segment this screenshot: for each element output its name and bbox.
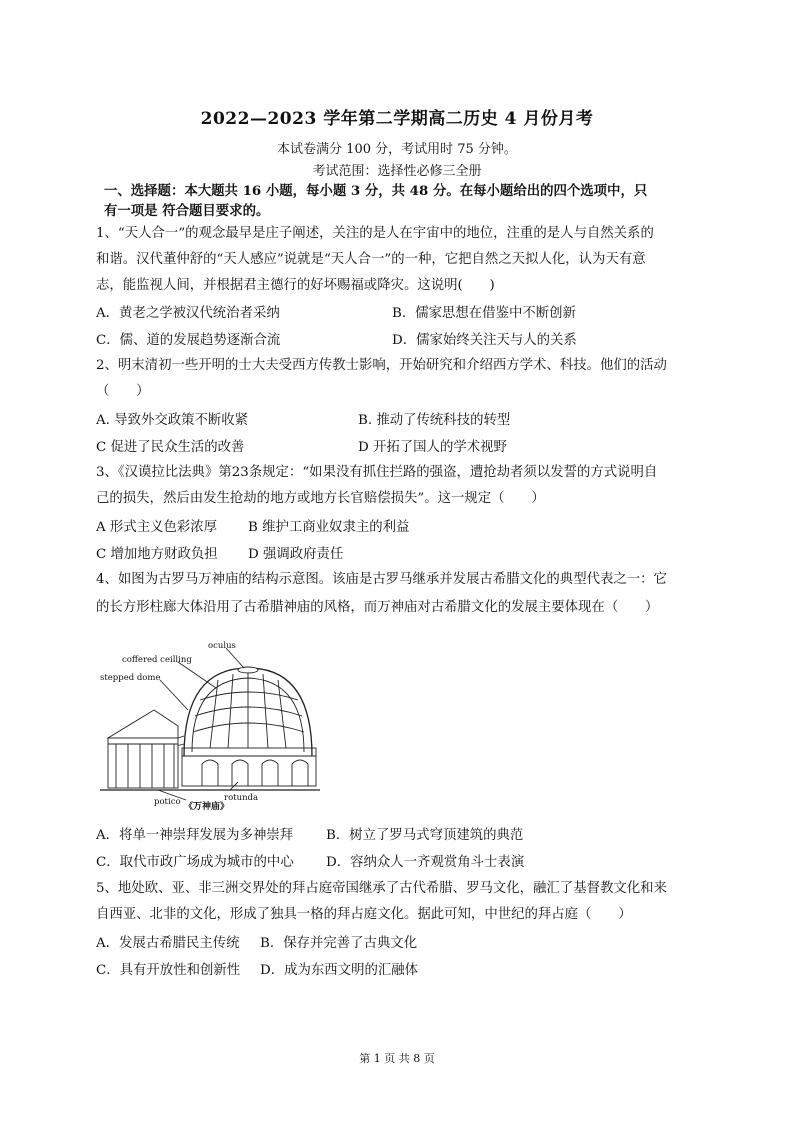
question-4-option-a: A．将单一神崇拜发展为多神崇拜 xyxy=(96,828,294,843)
exam-title: 2022—2023 学年第二学期高二历史 4 月份月考 xyxy=(200,109,594,129)
figure-label-rotunda: rotunda xyxy=(224,793,259,803)
figure-label-stepped-dome: stepped dome xyxy=(100,673,161,683)
exam-info-score-time: 本试卷满分 100 分，考试用时 75 分钟。 xyxy=(277,142,517,157)
question-3-line-1: 3、《汉谟拉比法典》第23条规定：“如果没有抓住拦路的强盗，遭抢劫者须以发誓的方式说明自 xyxy=(96,465,658,480)
question-4-line-1: 4、如图为古罗马万神庙的结构示意图。该庙是古罗马继承并发展古希腊文化的典型代表之一：它 xyxy=(96,572,667,587)
question-2-option-a: A. 导致外交政策不断收紧 xyxy=(96,413,249,428)
question-4-option-d: D．容纳众人一齐观赏角斗士表演 xyxy=(326,855,525,870)
figure-label-coffered-ceiling: coffered ceilling xyxy=(122,655,192,665)
question-5-option-b: B．保存并完善了古典文化 xyxy=(260,936,418,951)
question-5-option-a: A．发展古希腊民主传统 xyxy=(96,936,240,951)
question-3-option-c: C 增加地方财政负担 xyxy=(96,547,218,562)
question-1-option-d: D．儒家始终关注天与人的关系 xyxy=(392,333,577,348)
question-4-option-b: B．树立了罗马式穹顶建筑的典范 xyxy=(326,828,524,843)
section-heading-line1: 一、选择题：本大题共 16 小题，每小题 3 分，共 48 分。在每小题给出的四个选项中，只 xyxy=(104,183,648,199)
question-1-line-2: 和谐。汉代董仲舒的“天人感应”说就是“天人合一”的一种，它把自然之天拟人化，认为天有意 xyxy=(96,252,646,267)
figure-label-oculus: oculus xyxy=(208,641,236,651)
question-3-option-b: B 维护工商业奴隶主的利益 xyxy=(248,520,410,535)
question-2-line-1: 2、明末清初一些开明的士大夫受西方传教士影响，开始研究和介绍西方学术、科技。他们的活动 xyxy=(96,358,667,373)
question-2-option-c: C 促进了民众生活的改善 xyxy=(96,440,245,455)
question-3-line-2: 己的损失，然后由发生抢劫的地方或地方长官赔偿损失”。这一规定（ ） xyxy=(96,491,545,506)
question-5-line-2: 自西亚、北非的文化，形成了独具一格的拜占庭文化。据此可知，中世纪的拜占庭（ ） xyxy=(96,907,632,922)
question-3-option-d: D 强调政府责任 xyxy=(248,547,344,562)
question-1-option-a: A．黄老之学被汉代统治者采纳 xyxy=(96,306,280,321)
question-4-line-2: 的长方形柱廊大体沿用了古希腊神庙的风格，而万神庙对古希腊文化的发展主要体现在（ ） xyxy=(96,600,659,615)
figure-label-potico: potico xyxy=(154,797,181,807)
question-1-line-3: 志，能监视人间，并根据君主德行的好坏赐福或降灾。这说明( ) xyxy=(96,278,495,293)
pantheon-structure-figure xyxy=(98,640,323,810)
question-3-option-a: A 形式主义色彩浓厚 xyxy=(96,520,218,535)
question-1-option-c: C．儒、道的发展趋势逐渐合流 xyxy=(96,333,281,348)
question-4-option-c: C．取代市政广场成为城市的中心 xyxy=(96,855,294,870)
question-5-option-c: C．具有开放性和创新性 xyxy=(96,963,241,978)
question-5-line-1: 5、地处欧、亚、非三洲交界处的拜占庭帝国继承了古代希腊、罗马文化，融汇了基督教文化和来 xyxy=(96,881,667,896)
question-2-option-d: D 开拓了国人的学术视野 xyxy=(358,440,507,455)
section-heading-line2: 有一项是 符合题目要求的。 xyxy=(104,203,270,219)
question-2-line-2: （ ） xyxy=(96,384,150,399)
exam-info-scope: 考试范围：选择性必修三全册 xyxy=(312,164,482,179)
question-1-option-b: B．儒家思想在借鉴中不断创新 xyxy=(392,306,576,321)
page-footer: 第 1 页 共 8 页 xyxy=(359,1052,435,1065)
question-1-line-1: 1、“天人合一”的观念最早是庄子阐述，关注的是人在宇宙中的地位，注重的是人与自然关系的 xyxy=(96,226,654,241)
question-5-option-d: D．成为东西文明的汇融体 xyxy=(260,963,419,978)
question-2-option-b: B. 推动了传统科技的转型 xyxy=(358,413,511,428)
figure-caption: 《万神庙》 xyxy=(184,802,230,810)
